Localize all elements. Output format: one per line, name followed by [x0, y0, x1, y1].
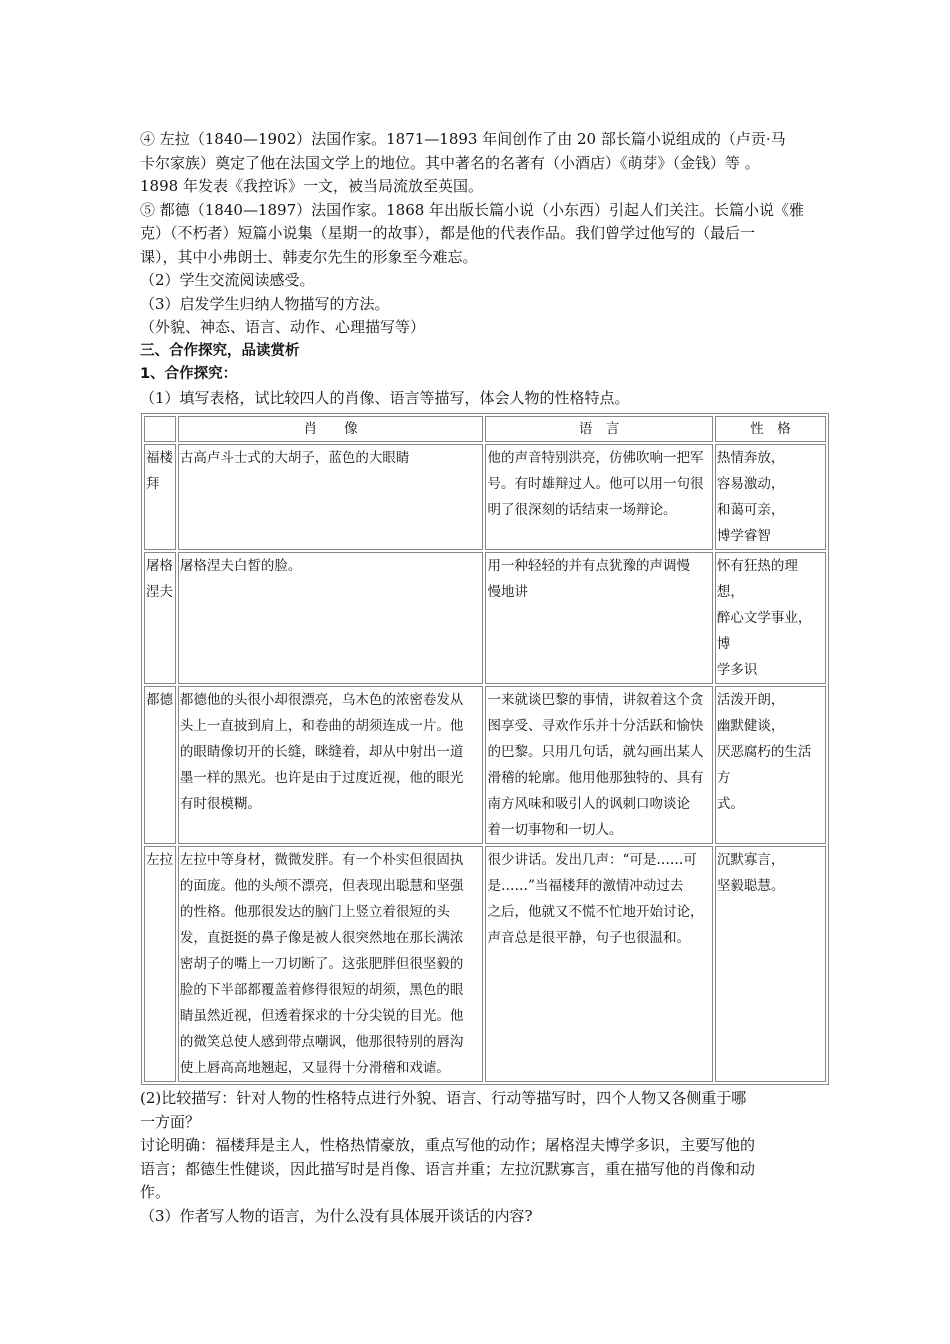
discussion-line: 作。 [140, 1183, 171, 1201]
row-portrait-cell: 左拉中等身材，微微发胖。有一个朴实但很固执 的面庞。他的头颅不漂亮，但表现出聪慧和坚强 的性格。他那很发达的脑门上竖立着很短的头 发，直挺挺的鼻子像是被人很突然地在那长满浓 密胡子的嘴上一刀切断了。这张肥胖但很坚毅的 脸的下半部都覆盖着修得很短的胡须，黑色的眼 睛虽然近视，但透着探求的十分尖锐的目光。他 的微笑总使人感到带点嘲讽，他那很特别的唇沟 使上唇高高地翘起，又显得十分滑稽和戏谑。 [178, 846, 484, 1082]
row-speech-cell: 他的声音特别洪亮，仿佛吹响一把军 号。有时雄辩过人。他可以用一句很 明了很深刻的话结束一场辩论。 [485, 444, 712, 550]
intro-line: 1898 年发表《我控诉》一文，被当局流放至英国。 [140, 177, 483, 195]
row-trait-cell: 怀有狂热的理想， 醉心文学事业，博 学多识 [715, 552, 826, 684]
row-trait-cell: 活泼开朗， 幽默健谈， 厌恶腐朽的生活方 式。 [715, 686, 826, 844]
task-2-line: (2)比较描写：针对人物的性格特点进行外貌、语言、行动等描写时，四个人物又各侧重于哪 [140, 1089, 747, 1107]
table-row [144, 444, 826, 550]
section-title: 三、合作探究，品读赏析 [140, 342, 300, 359]
row-speech-cell: 一来就谈巴黎的事情，讲叙着这个贪 图享受、寻欢作乐并十分活跃和愉快 的巴黎。只用几句话，就勾画出某人 滑稽的轮廓。他用他那独特的、具有 南方风味和吸引人的讽刺口吻谈论 着一切事物和一切人。 [485, 686, 712, 844]
header-cell-speech: 语 言 [485, 416, 712, 442]
discussion-line: 语言；都德生性健谈，因此描写时是肖像、语言并重；左拉沉默寡言，重在描写他的肖像和动 [140, 1159, 756, 1178]
row-speech-cell: 很少讲话。发出几声：“可是……可 是……”当福楼拜的激情冲动过去 之后，他就又不慌不忙地开始讨论， 声音总是很平静，句子也很温和。 [485, 846, 712, 1082]
row-name-cell: 屠格 涅夫 [144, 552, 176, 684]
intro-line: 卡尔家族）奠定了他在法国文学上的地位。其中著名的名著有（小酒店）《萌芽》（金钱）等 。 [140, 153, 760, 172]
row-name-cell: 福楼 拜 [144, 444, 176, 550]
row-portrait-cell: 古高卢斗士式的大胡子，蓝色的大眼睛 [178, 444, 484, 550]
table-header-row [144, 416, 826, 442]
intro-line: （3）启发学生归纳人物描写的方法。 [140, 294, 390, 313]
subsection-title: 1、合作探究： [140, 366, 238, 382]
task-1: （1）填写表格，试比较四人的肖像、语言等描写，体会人物的性格特点。 [140, 388, 630, 407]
row-name-cell: 都德 [144, 686, 176, 844]
table-row [144, 686, 826, 844]
row-speech-cell: 用一种轻轻的并有点犹豫的声调慢 慢地讲 [485, 552, 712, 684]
intro-line: ④ 左拉（1840—1902）法国作家。1871—1893 年间创作了由 20 部长篇小说组成的（卢贡·马 [140, 130, 786, 148]
header-cell-portrait: 肖 像 [178, 416, 484, 442]
header-cell-empty [144, 416, 176, 442]
document-page [140, 128, 830, 1228]
comparison-table [141, 413, 829, 1085]
intro-line: 克）（不朽者）短篇小说集（星期一的故事），都是他的代表作品。我们曾学过他写的（最后一 [140, 224, 756, 242]
table-row [144, 846, 826, 1082]
intro-line: ⑤ 都德（1840—1897）法国作家。1868 年出版长篇小说（小东西）引起人们关注。长篇小说《雅 [140, 200, 805, 219]
row-trait-cell: 热情奔放， 容易激动， 和蔼可亲， 博学睿智 [715, 444, 826, 550]
row-trait-cell: 沉默寡言， 坚毅聪慧。 [715, 846, 826, 1082]
table-row [144, 552, 826, 684]
header-cell-trait: 性 格 [715, 416, 826, 442]
row-name-cell: 左拉 [144, 846, 176, 1082]
row-portrait-cell: 屠格涅夫白皙的脸。 [178, 552, 484, 684]
discussion-line: 讨论明确：福楼拜是主人，性格热情豪放，重点写他的动作；屠格涅夫博学多识，主要写他的 [140, 1136, 756, 1154]
task-2-line: 一方面？ [140, 1112, 201, 1131]
row-portrait-cell: 都德他的头很小却很漂亮，乌木色的浓密卷发从 头上一直披到肩上，和卷曲的胡须连成一片。他 的眼睛像切开的长缝，眯缝着，却从中射出一道 墨一样的黑光。也许是由于过度近视，他的眼光 有时很模糊。 [178, 686, 484, 844]
task-3: （3）作者写人物的语言，为什么没有具体展开谈话的内容? [140, 1206, 533, 1225]
intro-line: 课），其中小弗朗士、韩麦尔先生的形象至今难忘。 [140, 247, 478, 266]
intro-line: （2）学生交流阅读感受。 [140, 271, 315, 289]
intro-line: （外貌、神态、语言、动作、心理描写等） [140, 318, 426, 336]
